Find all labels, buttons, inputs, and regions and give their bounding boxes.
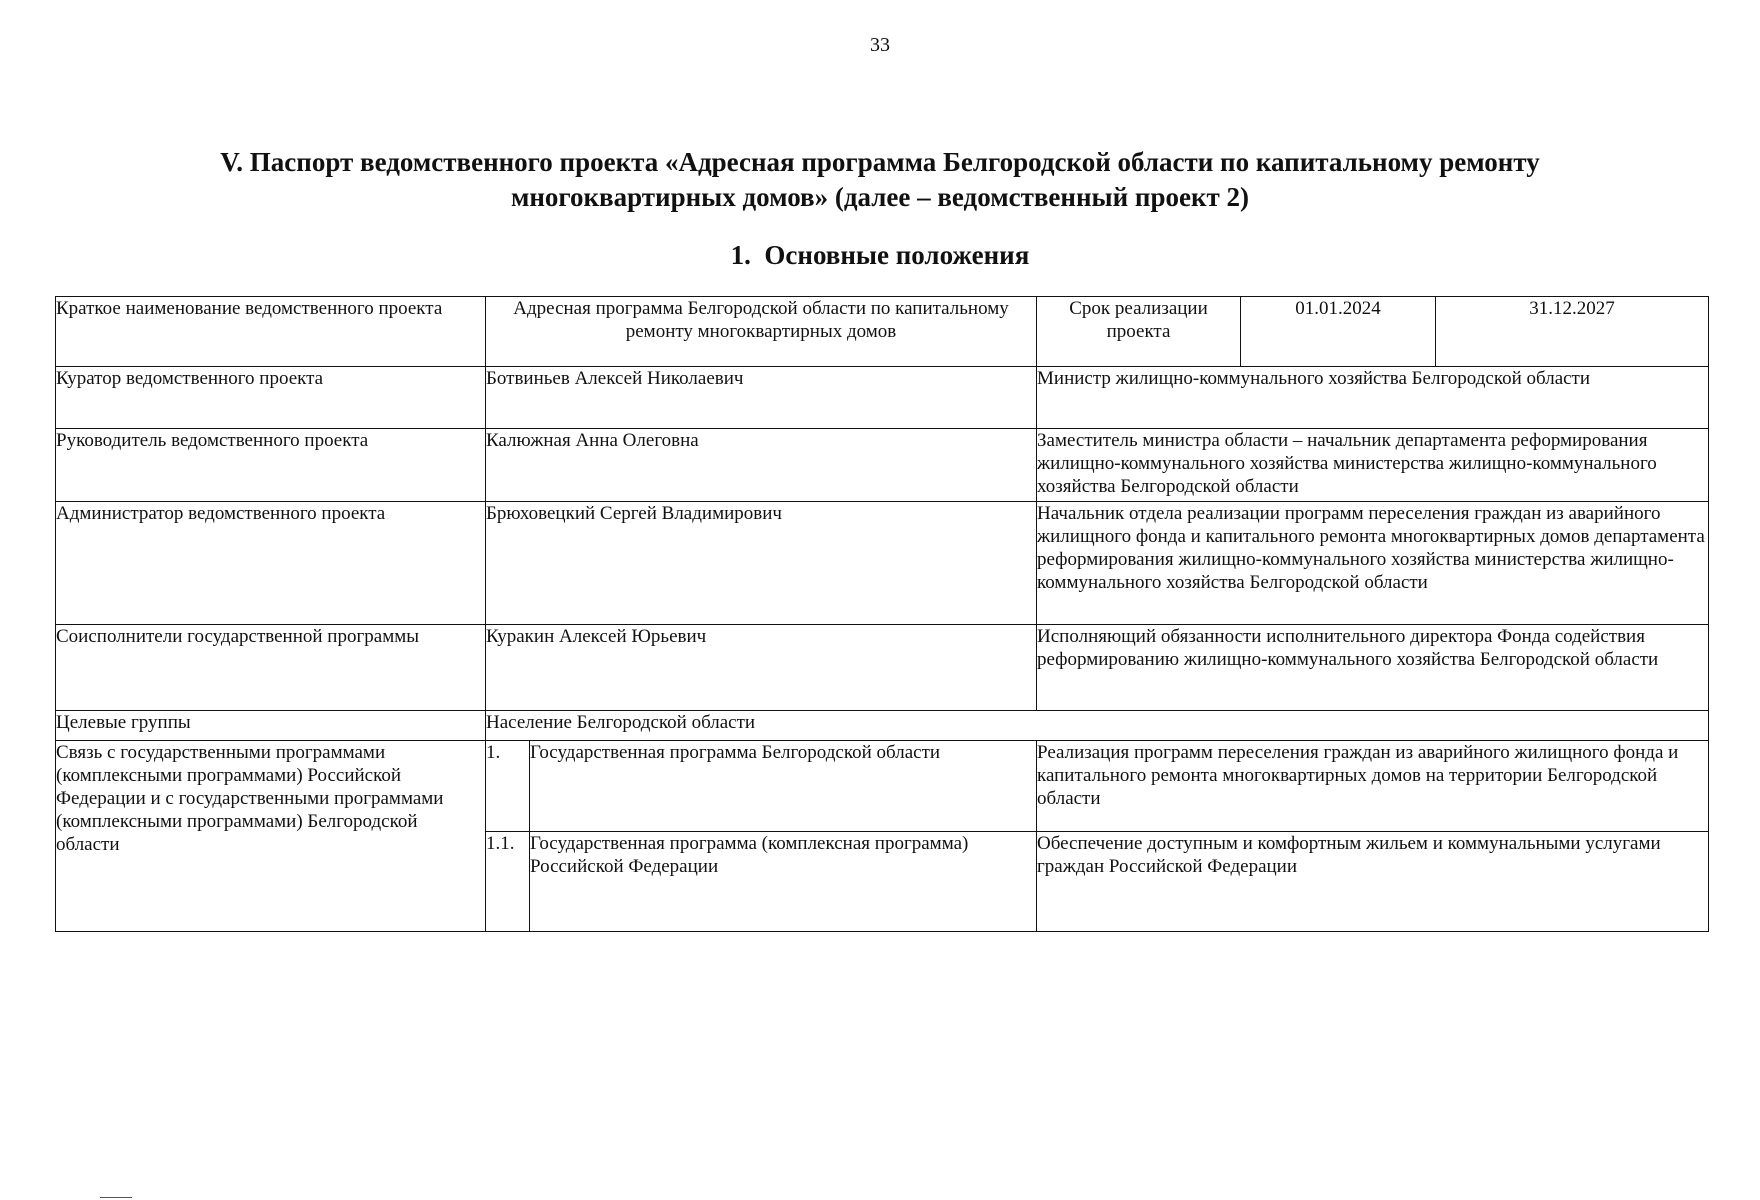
target-groups-label: Целевые группы (56, 711, 486, 741)
target-groups-value: Население Белгородской области (486, 711, 1709, 741)
program-link-description: Обеспечение доступным и комфортным жильем и коммунальными услугами граждан Российской Федерации (1037, 832, 1709, 932)
title-line-1: V. Паспорт ведомственного проекта «Адресная программа Белгородской области по капитальному ремонту (220, 147, 1540, 177)
table-row-head (56, 429, 1709, 502)
table-row-administrator (56, 502, 1709, 625)
program-links-label: Связь с государственными программами (комплексными программами) Российской Федерации и с государственными программами (комплексными программами) Белгородской области (56, 741, 486, 932)
table-row-program-link-1 (56, 741, 1709, 832)
period-label: Срок реализации проекта (1037, 297, 1241, 367)
table-row-coexecutors (56, 625, 1709, 711)
short-name-value: Адресная программа Белгородской области по капитальному ремонту многоквартирных домов (486, 297, 1037, 367)
short-name-label: Краткое наименование ведомственного проекта (56, 297, 486, 367)
program-link-number: 1.1. (486, 832, 530, 932)
program-link-description: Реализация программ переселения граждан из аварийного жилищного фонда и капитального ремонта многоквартирных домов на территории Белгородской области (1037, 741, 1709, 832)
table-row-curator (56, 367, 1709, 429)
coexecutors-position: Исполняющий обязанности исполнительного директора Фонда содействия реформированию жилищно-коммунального хозяйства Белгородской области (1037, 625, 1709, 711)
table-row-target-groups (56, 711, 1709, 741)
document-title (80, 145, 1680, 215)
curator-label: Куратор ведомственного проекта (56, 367, 486, 429)
administrator-label: Администратор ведомственного проекта (56, 502, 486, 625)
start-date: 01.01.2024 (1241, 297, 1436, 367)
administrator-position: Начальник отдела реализации программ переселения граждан из аварийного жилищного фонда и капитального ремонта многоквартирных домов департамента реформирования жилищно-коммунального хозяйства министерства жилищно-коммунального хозяйства Белгородской области (1037, 502, 1709, 625)
curator-position: Министр жилищно-коммунального хозяйства Белгородской области (1037, 367, 1709, 429)
program-link-name: Государственная программа Белгородской области (530, 741, 1037, 832)
head-name: Калюжная Анна Олеговна (486, 429, 1037, 502)
scan-artifact-line (100, 1197, 132, 1198)
coexecutors-name: Куракин Алексей Юрьевич (486, 625, 1037, 711)
administrator-name: Брюховецкий Сергей Владимирович (486, 502, 1037, 625)
program-link-number: 1. (486, 741, 530, 832)
table-row-short-name (56, 297, 1709, 367)
title-line-2: многоквартирных домов» (далее – ведомственный проект 2) (510, 182, 1250, 212)
end-date: 31.12.2027 (1436, 297, 1709, 367)
head-label: Руководитель ведомственного проекта (56, 429, 486, 502)
curator-name: Ботвиньев Алексей Николаевич (486, 367, 1037, 429)
page-number: 33 (870, 34, 890, 56)
project-passport-table (55, 296, 1709, 932)
coexecutors-label: Соисполнители государственной программы (56, 625, 486, 711)
head-position: Заместитель министра области – начальник департамента реформирования жилищно-коммунального хозяйства министерства жилищно-коммунального хозяйства Белгородской области (1037, 429, 1709, 502)
section-heading: 1. Основные положения (730, 240, 1030, 270)
program-link-name: Государственная программа (комплексная программа) Российской Федерации (530, 832, 1037, 932)
